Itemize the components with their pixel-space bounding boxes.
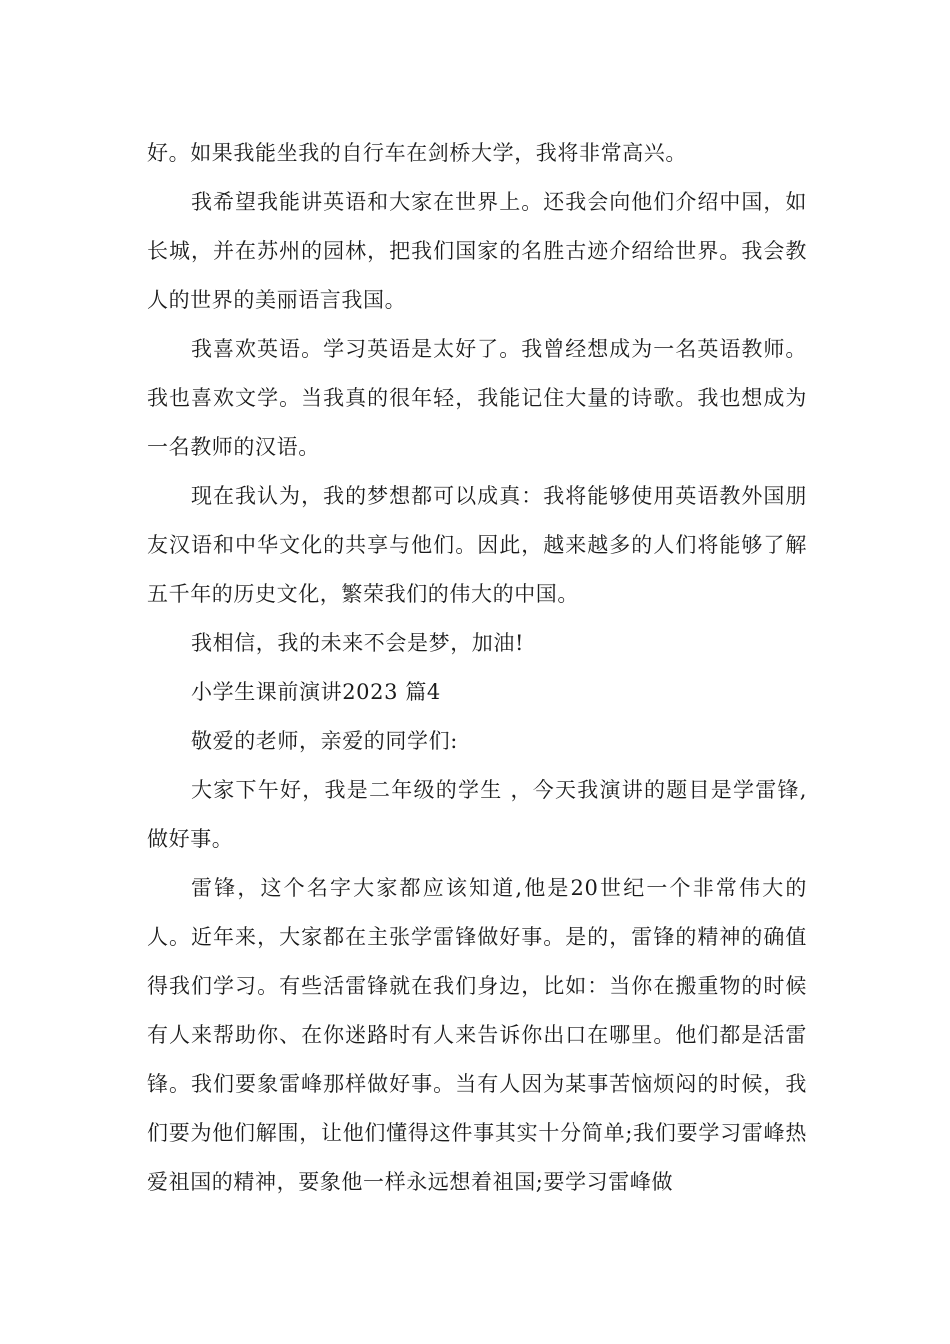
document-body <box>147 129 807 1207</box>
paragraph-believe: 我相信，我的未来不会是梦，加油! <box>191 631 525 655</box>
paragraph-greeting: 大家下午好，我是二年级的学生 ，今天我演讲的题目是学雷锋,做好事。 <box>147 778 807 851</box>
paragraph-leifeng: 雷锋，这个名字大家都应该知道,他是20世纪一个非常伟大的人。近年来，大家都在主张学雷锋做好事。是的，雷锋的精神的确值得我们学习。有些活雷锋就在我们身边，比如：当你在搬重物的时候有人来帮助你、在你迷路时有人来告诉你出口在哪里。他们都是活雷锋。我们要象雷峰那样做好事。当有人因为某事苦恼烦闷的时候，我们要为他们解围，让他们懂得这件事其实十分简单;我们要学习雷峰热爱祖国的精神，要象他一样永远想着祖国;要学习雷峰做 <box>147 876 807 1194</box>
paragraph-dream: 现在我认为，我的梦想都可以成真：我将能够使用英语教外国朋友汉语和中华文化的共享与他们。因此，越来越多的人们将能够了解五千年的历史文化，繁荣我们的伟大的中国。 <box>147 484 807 606</box>
paragraph-hope: 我希望我能讲英语和大家在世界上。还我会向他们介绍中国，如长城，并在苏州的园林，把我们国家的名胜古迹介绍给世界。我会教人的世界的美丽语言我国。 <box>147 190 807 312</box>
salutation: 敬爱的老师，亲爱的同学们: <box>191 729 458 753</box>
paragraph-english: 我喜欢英语。学习英语是太好了。我曾经想成为一名英语教师。我也喜欢文学。当我真的很年轻，我能记住大量的诗歌。我也想成为一名教师的汉语。 <box>147 337 807 459</box>
section-heading: 小学生课前演讲2023 篇4 <box>191 680 441 704</box>
paragraph-continuation: 好。如果我能坐我的自行车在剑桥大学，我将非常高兴。 <box>147 141 687 165</box>
